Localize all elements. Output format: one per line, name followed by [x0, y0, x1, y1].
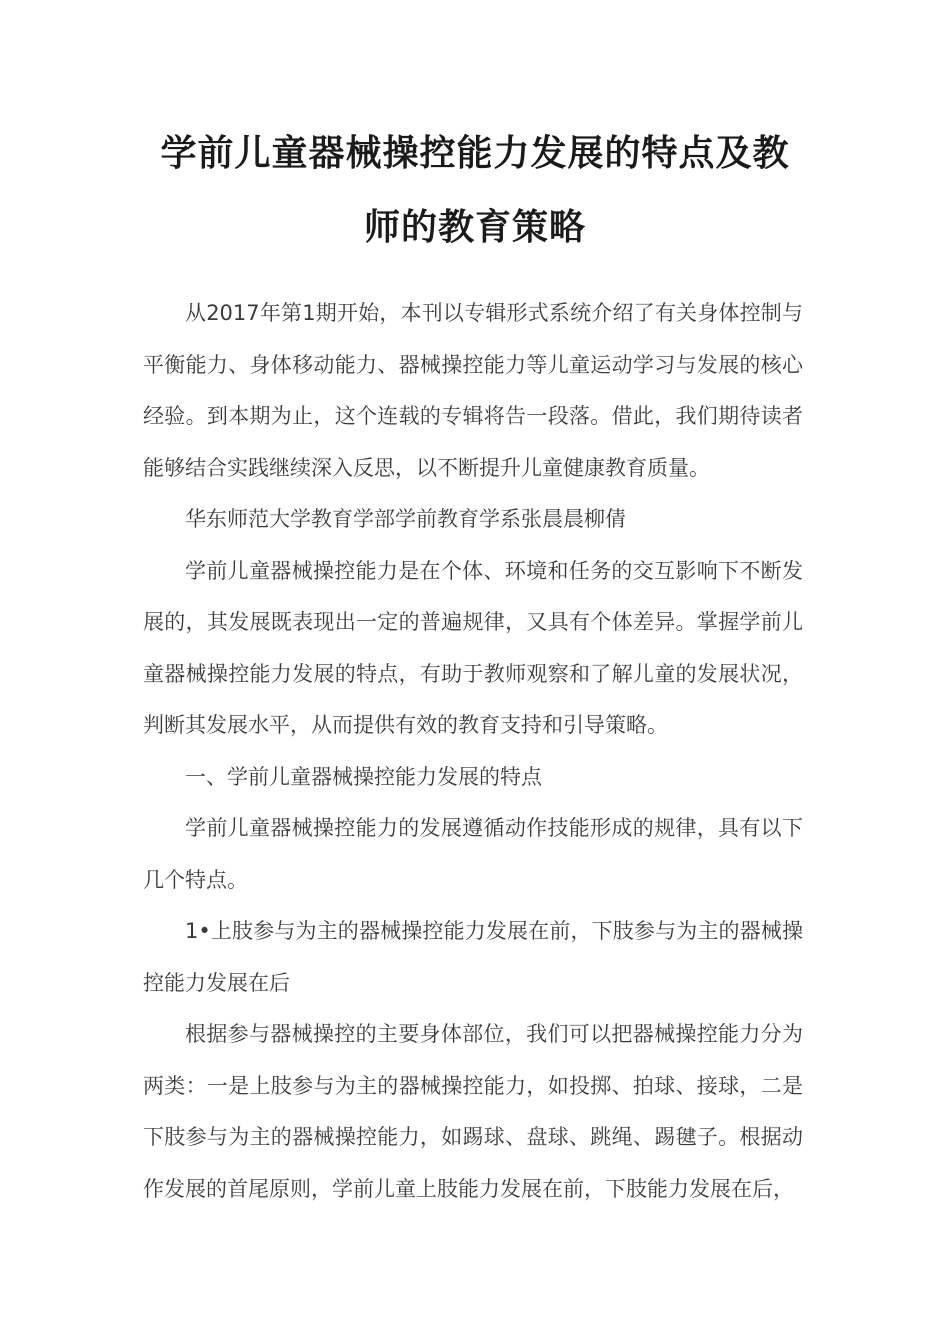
intro-paragraph: 从2017年第1期开始，本刊以专辑形式系统介绍了有关身体控制与平衡能力、身体移动能力、器械操控能力等儿童运动学习与发展的核心经验。到本期为止，这个连载的专辑将告一段落。借此，我们期待读者能够结合实践继续深入反思，以不断提升儿童健康教育质量。 — [143, 301, 803, 480]
author-line: 华东师范大学教育学部学前教育学系张晨晨柳倩 — [185, 507, 626, 531]
subsection-heading: 1•上肢参与为主的器械操控能力发展在前，下肢参与为主的器械操控能力发展在后 — [143, 919, 803, 995]
document-title-line-1: 学前儿童器械操控能力发展的特点及教 — [160, 133, 790, 174]
body-paragraph: 学前儿童器械操控能力的发展遵循动作技能形成的规律，具有以下几个特点。 — [143, 816, 803, 892]
document-body — [143, 288, 803, 1215]
body-paragraph: 学前儿童器械操控能力是在个体、环境和任务的交互影响下不断发展的，其发展既表现出一定的普遍规律，又具有个体差异。掌握学前儿童器械操控能力发展的特点，有助于教师观察和了解儿童的发展状况，判断其发展水平，从而提供有效的教育支持和引导策略。 — [143, 558, 803, 737]
body-paragraph: 根据参与器械操控的主要身体部位，我们可以把器械操控能力分为两类：一是上肢参与为主的器械操控能力，如投掷、拍球、接球，二是下肢参与为主的器械操控能力，如踢球、盘球、跳绳、踢毽子。根据动作发展的首尾原则，学前儿童上肢能力发展在前，下肢能力发展在后， — [143, 1022, 803, 1201]
section-heading: 一、学前儿童器械操控能力发展的特点 — [185, 764, 542, 789]
document-title-line-2: 师的教育策略 — [363, 207, 586, 248]
